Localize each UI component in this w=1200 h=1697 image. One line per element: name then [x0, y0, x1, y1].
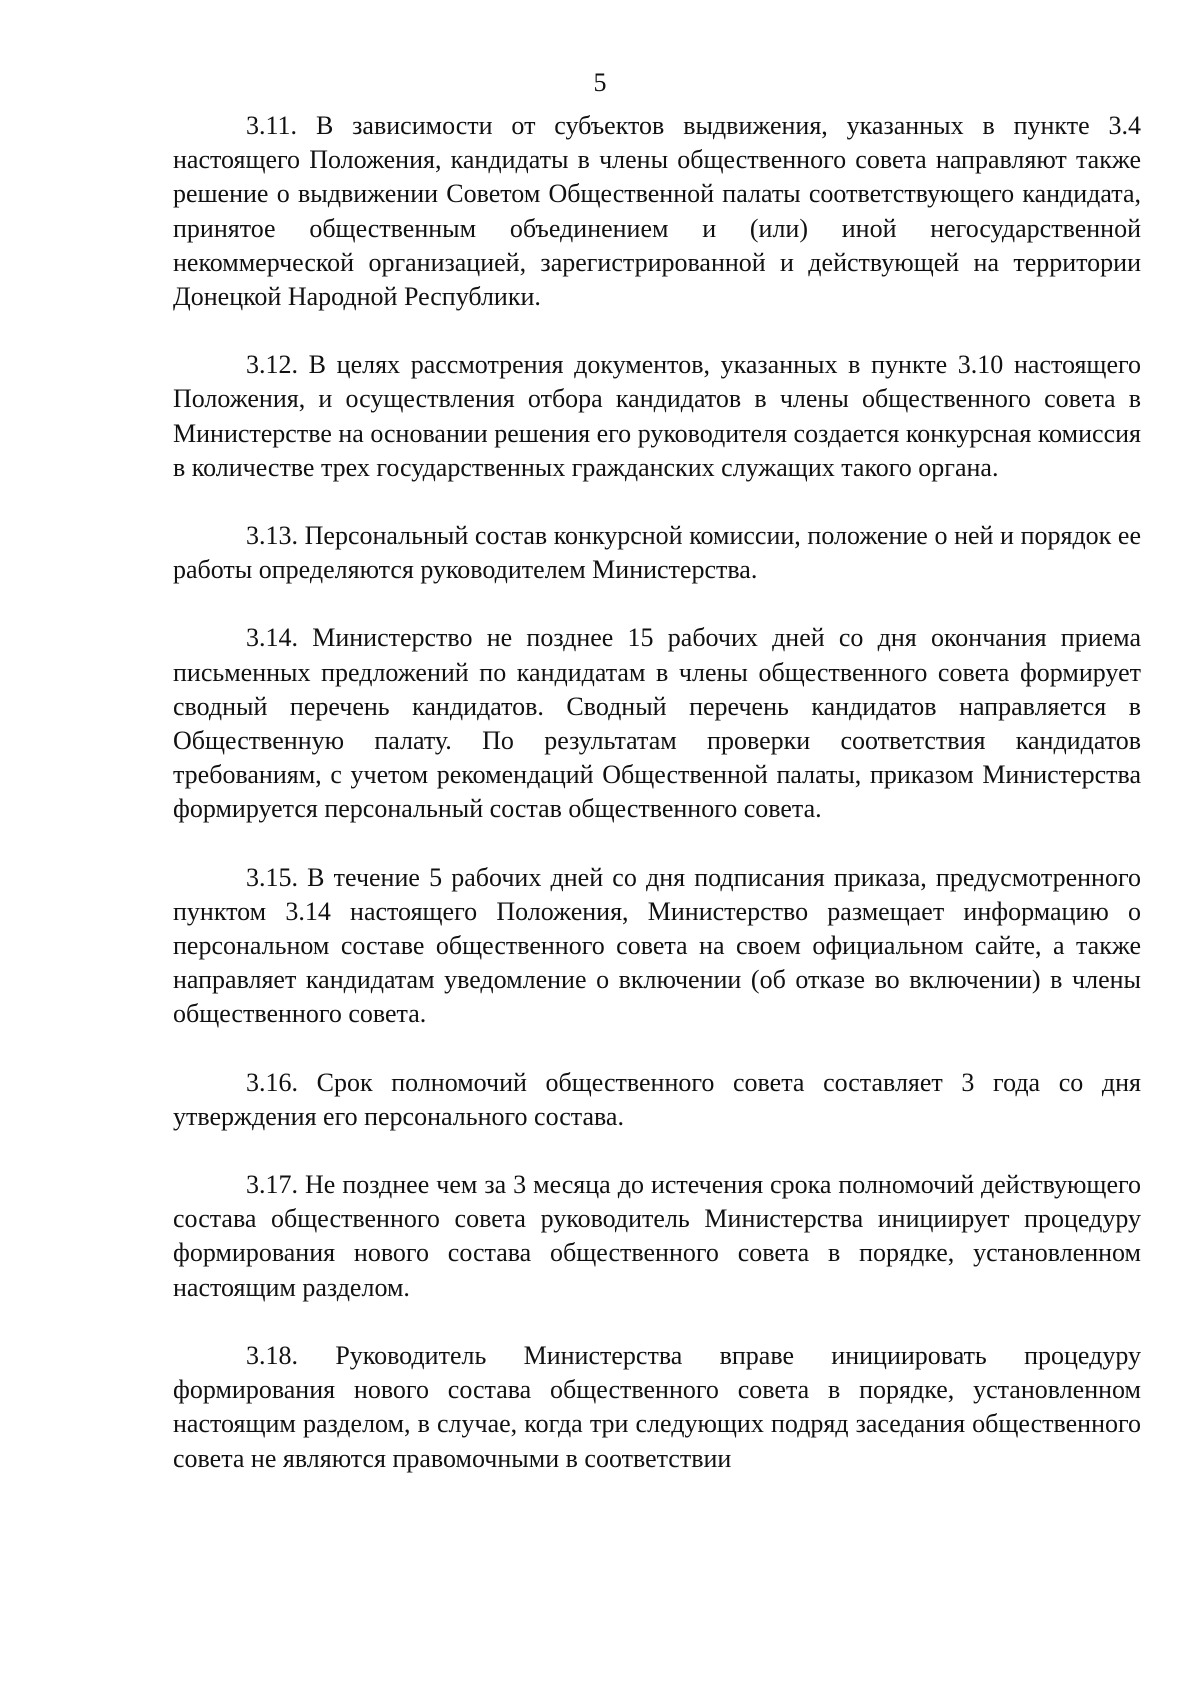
- paragraph-text: Персональный состав конкурсной комиссии, положение о ней и порядок ее работы определяются руководителем Министерства.: [173, 521, 1142, 585]
- paragraph-number: 3.11.: [246, 111, 298, 140]
- document-body: [173, 109, 1141, 1510]
- paragraph-3-15: [173, 861, 1141, 1032]
- paragraph-number: 3.17.: [246, 1170, 298, 1200]
- paragraph-3-17: [173, 1168, 1141, 1305]
- paragraph-text: В целях рассмотрения документов, указанных в пункте 3.10 настоящего Положения, и осуществления отбора кандидатов в члены общественного совета в Министерстве на основании решения его руководителя создается конкурсная комиссия в количестве трех государственных гражданских служащих такого органа.: [173, 350, 1142, 482]
- paragraph-text: Министерство не позднее 15 рабочих дней со дня окончания приема письменных предложений по кандидатам в члены общественного совета формирует сводный перечень кандидатов. Сводный перечень кандидатов направляется в Общественную палату. По результатам проверки соответствия кандидатов требованиям, с учетом рекомендаций Общественной палаты, приказом Министерства формируется персональный состав общественного совета.: [173, 623, 1141, 824]
- paragraph-number: 3.13.: [246, 521, 298, 551]
- paragraph-number: 3.16.: [246, 1067, 298, 1097]
- paragraph-3-16: [173, 1066, 1141, 1134]
- paragraph-number: 3.15.: [246, 862, 298, 892]
- paragraph-3-18: [173, 1339, 1141, 1476]
- paragraph-number: 3.12.: [246, 350, 298, 380]
- paragraph-number: 3.14.: [246, 623, 298, 653]
- paragraph-3-12: [173, 348, 1141, 485]
- paragraph-3-14: [173, 621, 1141, 826]
- paragraph-text: Срок полномочий общественного совета составляет 3 года со дня утверждения его персонального состава.: [173, 1067, 1141, 1131]
- paragraph-3-13: [173, 519, 1141, 587]
- paragraph-3-11: [173, 109, 1141, 314]
- paragraph-text: В течение 5 рабочих дней со дня подписания приказа, предусмотренного пунктом 3.14 настоящего Положения, Министерство размещает информацию о персональном составе общественного совета на своем официальном сайте, а также направляет кандидатам уведомление о включении (об отказе во включении) в члены общественного совета.: [173, 862, 1141, 1029]
- paragraph-number: 3.18.: [246, 1340, 298, 1370]
- page-number: 5: [593, 68, 607, 97]
- paragraph-text: В зависимости от субъектов выдвижения, указанных в пункте 3.4 настоящего Положения, кандидаты в члены общественного совета направляют также решение о выдвижении Советом Общественной палаты соответствующего кандидата, принятое общественным объединением и (или) иной негосударственной некоммерческой организацией, зарегистрированной и действующей на территории Донецкой Народной Республики.: [173, 111, 1141, 312]
- paragraph-text: Руководитель Министерства вправе инициировать процедуру формирования нового состава общественного совета в порядке, установленном настоящим разделом, в случае, когда три следующих подряд заседания общественного совета не являются правомочными в соответствии: [173, 1340, 1141, 1473]
- paragraph-text: Не позднее чем за 3 месяца до истечения срока полномочий действующего состава общественного совета руководитель Министерства инициирует процедуру формирования нового состава общественного совета в порядке, установленном настоящим разделом.: [173, 1170, 1141, 1302]
